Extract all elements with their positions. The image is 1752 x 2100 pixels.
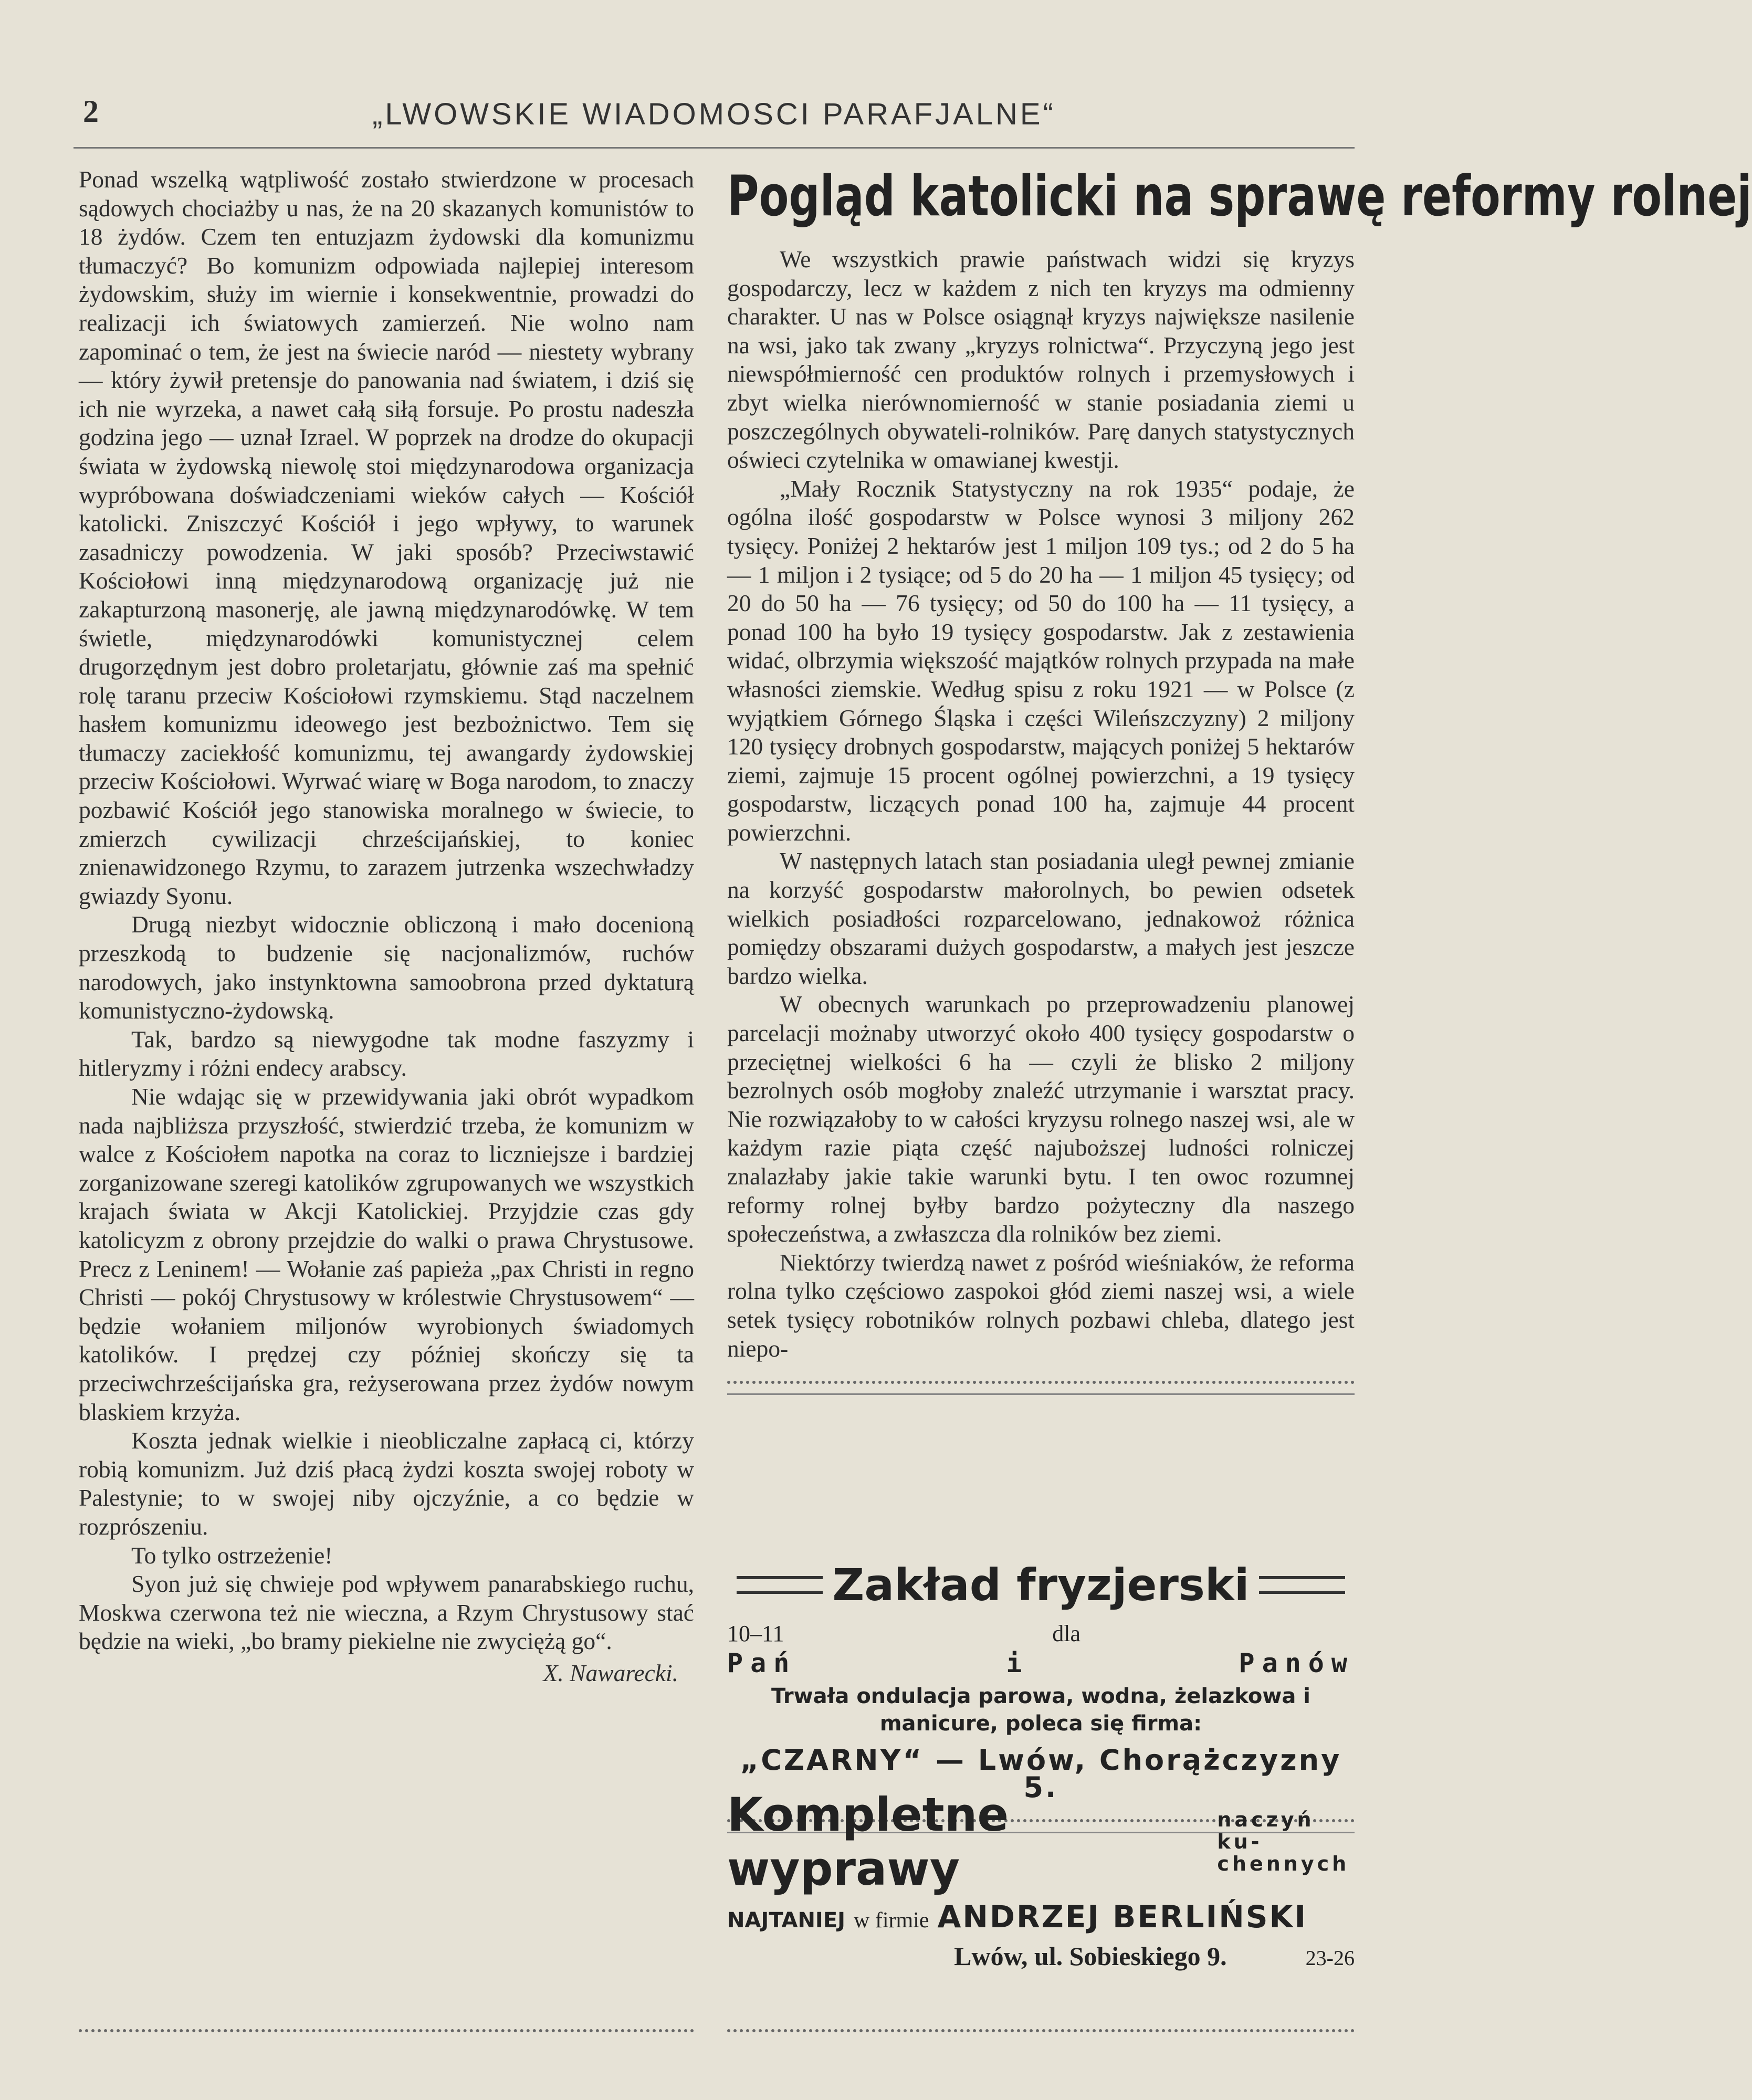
author-signature: X. Nawarecki.	[543, 1659, 678, 1686]
double-rule	[737, 1576, 823, 1594]
paragraph: W następnych latach stan posiadania uległ pewnej zmianie na korzyść gospodarstw małorolnych, bo pewien odsetek wielkich posiadłości rozparcelowano, jednakowoż różnica pomiędzy obszarami dużych gospodarstw, a małych jest jeszcze bardzo wielka.	[727, 847, 1355, 989]
masthead-title: „LWOWSKIE WIADOMOSCI PARAFJALNE“	[372, 97, 1056, 131]
ad-w-firmie: w firmie	[854, 1908, 929, 1933]
ad-title	[727, 1559, 1355, 1611]
ad-i: i	[1006, 1648, 1030, 1678]
article-title: Pogląd katolicki na sprawę reformy rolnej	[727, 164, 1752, 228]
left-column	[79, 165, 694, 1687]
paragraph: To tylko ostrzeżenie!	[131, 1541, 333, 1569]
paragraph: Drugą niezbyt widocznie obliczoną i mało docenioną przeszkodą to budzenie się nacjonalizmów, ruchów narodowych, jako instynktowna samoobrona przed dyktaturą komunistyczno-żydowską.	[79, 911, 694, 1024]
ad-side-text	[1217, 1809, 1355, 1875]
ad-panow: Panów	[1239, 1648, 1355, 1678]
ad-hours: 10–11	[727, 1621, 784, 1646]
ad-row	[727, 1941, 1355, 1971]
right-column	[727, 164, 1752, 1395]
paragraph: Koszta jednak wielkie i nieobliczalne zapłacą ci, którzy robią komunizm. Już dziś płacą żydzi koszta swojej roboty w Palestynie; to w swojej niby ojczyźnie, a co będzie w rozprószeniu.	[79, 1427, 694, 1540]
footer-ornament	[727, 2029, 1355, 2038]
paragraph: Niektórzy twierdzą nawet z pośród wieśniaków, że reforma rolna tylko częściowo zaspokoi głód ziemi naszej wsi, a wiele setek tysięcy robotników rolnych pozbawi chleba, dlatego jest niepo-	[727, 1248, 1355, 1362]
ad-title-text: Zakład fryzjerski	[832, 1559, 1250, 1611]
paragraph: „Mały Rocznik Statystyczny na rok 1935“ podaje, że ogólna ilość gospodarstw w Polsce wynosi 3 miljony 262 tysięcy. Poniżej 2 hektarów jest 1 miljon 109 tys.; od 2 do 5 ha — 1 miljon i 2 tysiące; od 5 do 20 ha — 1 miljon 45 tysięcy; od 20 do 50 ha — 76 tysięcy; od 50 do 100 ha — 11 tysięcy, a ponad 100 ha było 19 tysięcy gospodarstw. Jak z zestawienia widać, olbrzymia większość majątków rolnych przypada na małe własności ziemskie. Według spisu z roku 1921 — w Polsce (z wyjątkiem Górnego Śląska i części Wileńszczyzny) 2 miljony 120 tysięcy drobnych gospodarstw, mających poniżej 5 hektarów ziemi, zajmuje 15 procent ogólnej powierzchni, a 19 tysięcy gospodarstw, liczących ponad 100 ha, zajmuje 44 procent powierzchni.	[727, 475, 1355, 846]
ad-row	[727, 1648, 1355, 1678]
spacer	[1349, 1620, 1355, 1647]
ad-number: 23-26	[1305, 1946, 1355, 1970]
ad-dla: dla	[1052, 1621, 1081, 1646]
ad-title: Kompletne wyprawy	[727, 1788, 1009, 1896]
double-rule	[1259, 1576, 1345, 1594]
ad-row	[727, 1788, 1355, 1896]
ad-company: ANDRZEJ BERLIŃSKI	[937, 1899, 1308, 1935]
ornament-divider	[727, 1381, 1355, 1395]
ad-kompletne-wyprawy	[727, 1788, 1355, 1971]
ad-address: Lwów, ul. Sobieskiego 9.	[954, 1941, 1227, 1971]
paragraph: W obecnych warunkach po przeprowadzeniu planowej parcelacji możnaby utworzyć około 400 tysięcy gospodarstw o przeciętnej wielkości 6 ha — czyli że blisko 2 miljony bezrolnych osób mogłoby znaleźć utrzymanie i warsztat pracy. Nie rozwiązałoby to w całości kryzysu rolnego naszej wsi, ale w każdym razie piąta część najuboższej ludności rolniczej znalazłaby jakie takie warunki bytu. I ten owoc rozumnej reformy rolnej byłby bardzo pożyteczny dla naszego społeczeństwa, a zwłaszcza dla rolników bez ziemi.	[727, 991, 1355, 1247]
ad-firm: „CZARNY“ — Lwów, Chorążczyzny 5.	[740, 1744, 1342, 1804]
paragraph: We wszystkich prawie państwach widzi się kryzys gospodarczy, lecz w każdem z nich ten kryzys ma odmienny charakter. U nas w Polsce osiągnął kryzys największe nasilenie na wsi, jako tak zwany „kryzys rolnictwa“. Przyczyną jego jest niewspółmierność cen produktów rolnych i przemysłowych i zbyt wielka nierównomierność w stanie posiadania ziemi u poszczególnych obywateli-rolników. Parę danych statystycznych oświeci czytelnika w omawianej kwestji.	[727, 246, 1355, 474]
paragraph: Syon już się chwieje pod wpływem panarabskiego ruchu, Moskwa czerwona też nie wieczna, a Rzym Chrystusowy stać będzie na wieki, „bo bramy piekielne nie zwyciężą go“.	[79, 1570, 694, 1655]
footer-ornament	[79, 2029, 694, 2038]
ad-row	[727, 1899, 1355, 1935]
ad-side-line: naczyń ku-	[1217, 1808, 1315, 1853]
ad-side-line: chennych	[1217, 1852, 1350, 1875]
ad-pan: Pań	[727, 1648, 797, 1678]
paragraph: Tak, bardzo są niewygodne tak modne faszyzmy i hitleryzmy i różni endecy arabscy.	[79, 1025, 694, 1082]
ad-services: Trwała ondulacja parowa, wodna, żelazkowa i manicure, poleca się firma:	[771, 1684, 1310, 1736]
page-header	[74, 89, 1355, 149]
paragraph: Ponad wszelką wątpliwość zostało stwierdzone w procesach sądowych chociażby u nas, że na 20 skazanych komunistów to 18 żydów. Czem ten entuzjazm żydowski dla komunizmu tłumaczyć? Bo komunizm odpowiada najlepiej interesom żydowskim, służy im wiernie i konsekwentnie, prowadzi do realizacji ich światowych zamierzeń. Nie wolno nam zapominać o tem, że jest na świecie naród — niestety wybrany — który żywił pretensje do panowania nad światem, i dziś się ich nie wyrzeka, a nawet całą siłą forsuje. Po prostu nadeszła godzina jego — uznał Izrael. W poprzek na drodze do okupacji świata w żydowską niewolę stoi międzynarodowa organizacja wypróbowana doświadczeniami wieków całych — Kościół katolicki. Zniszczyć Kościół i jego wpływy, to warunek zasadniczy powodzenia. W jaki sposób? Przeciwstawić Kościołowi inną międzynarodową organizację już nie zakapturzoną masonerję, ale jawną międzynarodówkę. W tem świetle, międzynarodówki komunistycznej celem drugorzędnym jest dobro proletarjatu, głównie zaś ma spełnić rolę taranu przeciw Kościołowi rzymskiemu. Stąd naczelnem hasłem komunizmu ideowego jest bezbożnictwo. Tem się tłumaczy zaciekłość komunizmu, tej awangardy żydowskiej przeciw Kościołowi. Wyrwać wiarę w Boga narodom, to znaczy pozbawić Kościół jego stanowiska moralnego w świecie, to zmierzch cywilizacji chrześcijańskiej, to koniec znienawidzonego Rzymu, to zarazem jutrzenka wszechwładzy gwiazdy Syonu.	[79, 166, 694, 909]
paragraph: Nie wdając się w przewidywania jaki obrót wypadkom nada najbliższa przyszłość, stwierdzić trzeba, że komunizm w walce z Kościołem napotka na coraz to liczniejsze i bardziej zorganizowane szeregi katolików zgrupowanych we wszystkich krajach świata w Akcji Katolickiej. Przyjdzie czas gdy katolicyzm z obrony przejdzie do walki o prawa Chrystusowe. Precz z Leninem! — Wołanie zaś papieża „pax Christi in regno Christi — pokój Chrystusowy w królestwie Chrystusowem“ — będzie wołaniem miljonów wyrobionych świadomych katolików. I prędzej czy później skończy się ta przeciwchrześcijańska gra, reżyserowana przez żydów nowym blaskiem krzyża.	[79, 1083, 694, 1425]
ad-najtaniej: NAJTANIEJ	[727, 1908, 846, 1933]
ad-row	[727, 1620, 1355, 1647]
page-number: 2	[83, 94, 99, 129]
